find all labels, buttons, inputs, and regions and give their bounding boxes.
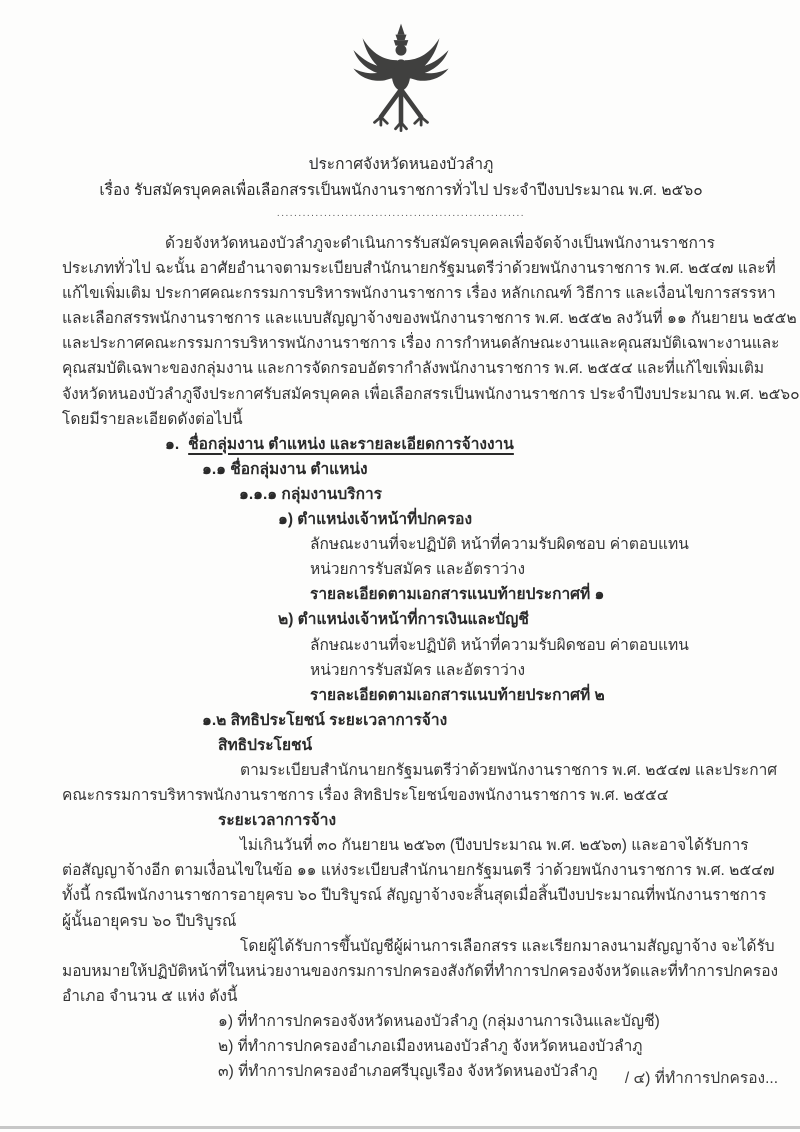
position-2-detail: หน่วยการรับสมัคร และอัตราว่าง bbox=[310, 661, 526, 679]
employment-line: ทั้งนี้ กรณีพนักงานราชการอายุครบ ๖๐ ปีบริบูรณ์ สัญญาจ้างจะสิ้นสุดเมื่อสิ้นปีงบประมาณที่พนักงานราชการ bbox=[62, 887, 767, 905]
benefits-line: ตามระเบียบสำนักนายกรัฐมนตรีว่าด้วยพนักงานราชการ พ.ศ. ๒๕๔๗ และประกาศ bbox=[240, 761, 778, 779]
position-1-title: ๑) ตำแหน่งเจ้าหน้าที่ปกครอง bbox=[278, 511, 473, 529]
scan-edge-line bbox=[0, 1126, 800, 1129]
employment-period-heading: ระยะเวลาการจ้าง bbox=[218, 812, 337, 830]
intro-line: และประกาศคณะกรรมการบริหารพนักงานราชการ เรื่อง การกำหนดลักษณะงานและคุณสมบัติเฉพาะงานและ bbox=[62, 335, 780, 353]
emblem-container bbox=[62, 20, 740, 152]
subsection-1-1-1: ๑.๑.๑ กลุ่มงานบริการ bbox=[239, 485, 382, 503]
employment-line: ผู้นั้นอายุครบ ๖๐ ปีบริบูรณ์ bbox=[62, 912, 237, 930]
dotted-divider: .......................................................... bbox=[276, 208, 526, 219]
employment-line: ไม่เกินวันที่ ๓๐ กันยายน ๒๕๖๓ (ปีงบประมาณ พ.ศ. ๒๕๖๓) และอาจได้รับการ bbox=[240, 837, 749, 855]
section-1-title: ชื่อกลุ่มงาน ตำแหน่ง และรายละเอียดการจ้างงาน bbox=[188, 435, 514, 453]
location-item: ๓) ที่ทำการปกครองอำเภอศรีบุญเรือง จังหวัดหนองบัวลำภู bbox=[218, 1063, 598, 1081]
position-1-detail: ลักษณะงานที่จะปฏิบัติ หน้าที่ความรับผิดชอบ ค่าตอบแทน bbox=[310, 536, 689, 554]
benefits-line: คณะกรรมการบริหารพนักงานราชการ เรื่อง สิทธิประโยชน์ของพนักงานราชการ พ.ศ. ๒๕๕๔ bbox=[62, 787, 669, 805]
intro-line: โดยมีรายละเอียดดังต่อไปนี้ bbox=[62, 410, 243, 428]
assignment-line: อำเภอ จำนวน ๕ แห่ง ดังนี้ bbox=[62, 987, 238, 1005]
intro-line: จังหวัดหนองบัวลำภูจึงประกาศรับสมัครบุคคล เพื่อเลือกสรรเป็นพนักงานราชการ ประจำปีงบประมาณ พ.ศ. ๒๕๖๐ bbox=[62, 385, 800, 403]
announcement-title: ประกาศจังหวัดหนองบัวลำภู bbox=[308, 156, 494, 173]
assignment-line: มอบหมายให้ปฏิบัติหน้าที่ในหน่วยงานของกรมการปกครองสังกัดที่ทำการปกครองจังหวัดและที่ทำการปกครอง bbox=[62, 962, 779, 980]
intro-line: ด้วยจังหวัดหนองบัวลำภูจะดำเนินการรับสมัครบุคคลเพื่อจัดจ้างเป็นพนักงานราชการ bbox=[165, 235, 715, 252]
location-item: ๑) ที่ทำการปกครองจังหวัดหนองบัวลำภู (กลุ่มงานการเงินและบัญชี) bbox=[218, 1012, 660, 1030]
location-item: ๒) ที่ทำการปกครองอำเภอเมืองหนองบัวลำภู จังหวัดหนองบัวลำภู bbox=[218, 1038, 643, 1055]
subsection-1-2: ๑.๒ สิทธิประโยชน์ ระยะเวลาการจ้าง bbox=[202, 711, 448, 729]
intro-line: และเลือกสรรพนักงานราชการ และแบบสัญญาจ้างของพนักงานราชการ พ.ศ. ๒๕๕๒ ลงวันที่ ๑๑ กันยายน ๒๕๕๒ bbox=[62, 310, 797, 328]
position-2-detail: ลักษณะงานที่จะปฏิบัติ หน้าที่ความรับผิดชอบ ค่าตอบแทน bbox=[310, 636, 689, 654]
position-2-reference: รายละเอียดตามเอกสารแนบท้ายประกาศที่ ๒ bbox=[310, 686, 605, 704]
position-1-detail: หน่วยการรับสมัคร และอัตราว่าง bbox=[310, 561, 526, 579]
announcement-subject: เรื่อง รับสมัครบุคคลเพื่อเลือกสรรเป็นพนักงานราชการทั่วไป ประจำปีงบประมาณ พ.ศ. ๒๕๖๐ bbox=[99, 182, 703, 199]
section-1-number: ๑. bbox=[165, 435, 180, 453]
position-1-reference: รายละเอียดตามเอกสารแนบท้ายประกาศที่ ๑ bbox=[310, 586, 605, 604]
intro-line: แก้ไขเพิ่มเติม ประกาศคณะกรรมการบริหารพนักงานราชการ เรื่อง หลักเกณฑ์ วิธีการ และเงื่อนไขการสรรหา bbox=[62, 285, 776, 303]
document-body bbox=[62, 231, 800, 1084]
section-1-heading bbox=[165, 432, 740, 457]
employment-line: ต่อสัญญาจ้างอีก ตามเงื่อนไขในข้อ ๑๑ แห่งระเบียบสำนักนายกรัฐมนตรี ว่าด้วยพนักงานราชการ พ.ศ. ๒๕๔๗ bbox=[62, 862, 775, 880]
assignment-line: โดยผู้ได้รับการขึ้นบัญชีผู้ผ่านการเลือกสรร และเรียกมาลงนามสัญญาจ้าง จะได้รับ bbox=[240, 937, 775, 955]
title-block bbox=[62, 152, 740, 222]
intro-paragraph bbox=[62, 231, 800, 432]
next-page-indicator: / ๔) ที่ทำการปกครอง... bbox=[624, 1070, 778, 1087]
subsection-1-1: ๑.๑ ชื่อกลุ่มงาน ตำแหน่ง bbox=[202, 460, 368, 478]
position-2-title: ๒) ตำแหน่งเจ้าหน้าที่การเงินและบัญชี bbox=[278, 611, 529, 629]
intro-line: ประเภททั่วไป ฉะนั้น อาศัยอำนาจตามระเบียบสำนักนายกรัฐมนตรีว่าด้วยพนักงานราชการ พ.ศ. ๒๕๔๗ และที่ bbox=[62, 260, 776, 278]
intro-line: คุณสมบัติเฉพาะของกลุ่มงาน และการจัดกรอบอัตรากำลังพนักงานราชการ พ.ศ. ๒๕๕๔ และที่แก้ไขเพิ่มเติม bbox=[62, 360, 765, 378]
garuda-emblem-icon bbox=[337, 20, 465, 148]
benefits-heading: สิทธิประโยชน์ bbox=[218, 736, 313, 754]
